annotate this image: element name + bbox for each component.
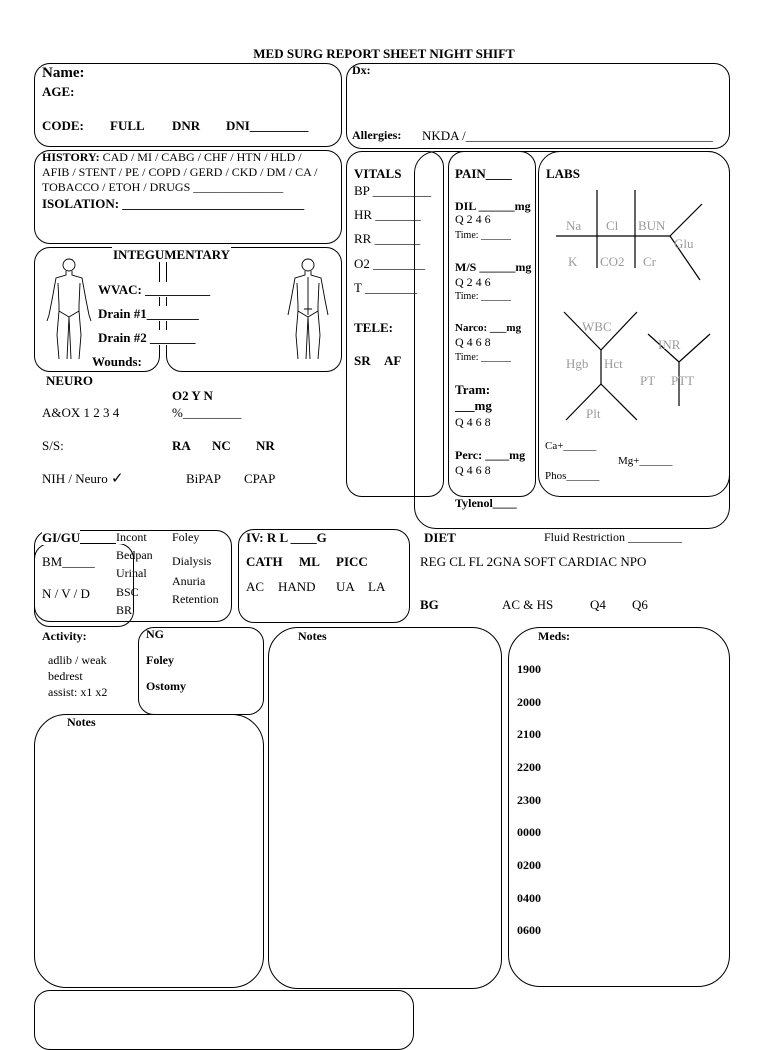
integumentary-label: INTEGUMENTARY (113, 247, 231, 262)
bg-label: BG (420, 597, 439, 612)
check-icon: ✓ (110, 471, 124, 487)
diet-label: DIET (424, 530, 456, 545)
gigu-label: GI/GU (42, 530, 81, 545)
neuro-label: NEURO (46, 373, 93, 388)
neuro-nih: NIH / Neuro (42, 471, 108, 486)
history-text-1: CAD / MI / CABG / CHF / HTN / HLD / (102, 150, 302, 164)
name-label: Name: (42, 65, 85, 81)
bg-achs: AC & HS (502, 597, 554, 612)
iv-picc: PICC (336, 554, 368, 569)
neuro-aox: A&OX 1 2 3 4 (42, 405, 120, 420)
iv-line1: IV: R L ____G (246, 530, 327, 545)
vital-bp: BP _________ (354, 183, 432, 198)
pain-narco-time: Time: ______ (455, 352, 512, 363)
activity-line2: bedrest (48, 669, 83, 683)
lab-cl: Cl (606, 218, 619, 233)
activity-label: Activity: (42, 629, 87, 643)
notes-middle-box (268, 627, 502, 989)
isolation-field: ISOLATION: ____________________________ (42, 196, 305, 211)
gigu-foley: Foley (172, 530, 200, 544)
ng-ostomy: Ostomy (146, 679, 186, 693)
lab-hgb: Hgb (566, 356, 589, 371)
o2-bipap: BiPAP (186, 471, 221, 486)
med-time-0200: 0200 (517, 858, 541, 872)
pain-dil-q: Q 2 4 6 (455, 212, 491, 226)
pain-dil-time: Time: ______ (455, 230, 512, 241)
o2-ra: RA (172, 438, 191, 453)
notes-left-box (34, 714, 264, 988)
drain1-field: Drain #1________ (98, 306, 199, 321)
activity-line1: adlib / weak (48, 653, 107, 667)
neuro-ss: S/S: (42, 438, 64, 453)
o2-percent: %_________ (172, 405, 242, 420)
gigu-bedpan: Bedpan (116, 548, 153, 562)
tele-label: TELE: (354, 320, 394, 335)
pain-narco-q: Q 4 6 8 (455, 335, 491, 349)
med-time-2000: 2000 (517, 695, 541, 709)
med-time-0400: 0400 (517, 891, 541, 905)
pain-perc: Perc: ____mg (455, 448, 526, 462)
gigu-bm: BM_____ (42, 554, 95, 569)
vital-hr: HR _______ (354, 207, 421, 222)
meds-label: Meds: (538, 629, 570, 643)
pain-tram-q: Q 4 6 8 (455, 415, 491, 429)
pain-dil: DIL ______mg (455, 199, 531, 213)
gigu-dialysis: Dialysis (172, 554, 212, 568)
pain-ms: M/S ______mg (455, 260, 532, 274)
iv-ac: AC (246, 579, 265, 594)
gigu-br: BR (116, 603, 133, 617)
gigu-urinal: Urinal (116, 566, 147, 580)
notes-left-label: Notes (67, 715, 96, 729)
o2-nc: NC (212, 438, 231, 453)
iv-la: LA (368, 579, 386, 594)
wvac-field: WVAC: __________ (98, 282, 211, 297)
allergies-value: NKDA /______________________________________ (422, 128, 713, 143)
med-time-1900: 1900 (517, 662, 541, 676)
o2-cpap: CPAP (244, 471, 276, 486)
code-label: CODE: (42, 118, 84, 133)
bottom-box (34, 990, 414, 1050)
med-time-2100: 2100 (517, 727, 541, 741)
tele-sr: SR (354, 353, 371, 368)
lab-ca: Ca+______ (545, 440, 597, 452)
lab-ptt: PTT (671, 373, 695, 388)
lab-mg: Mg+______ (618, 455, 673, 467)
vitals-label: VITALS (354, 166, 402, 181)
lab-cr: Cr (643, 254, 656, 269)
lab-phos: Phos______ (545, 470, 600, 482)
iv-cath: CATH (246, 554, 283, 569)
lab-wbc: WBC (582, 319, 612, 334)
ng-foley: Foley (146, 653, 174, 667)
med-time-2300: 2300 (517, 793, 541, 807)
activity-line3: assist: x1 x2 (48, 685, 108, 699)
vital-o2: O2 ________ (354, 256, 426, 271)
o2-nr: NR (256, 438, 275, 453)
med-time-0600: 0600 (517, 923, 541, 937)
age-label: AGE: (42, 84, 75, 99)
history-label: HISTORY: (42, 150, 100, 164)
gigu-anuria: Anuria (172, 574, 206, 588)
diet-options: REG CL FL 2GNA SOFT CARDIAC NPO (420, 554, 647, 569)
pain-ms-time: Time: ______ (455, 291, 512, 302)
meds-box (508, 627, 730, 987)
lab-glu: Glu (674, 236, 694, 251)
bg-q6: Q6 (632, 597, 648, 612)
pain-tram-mg: ___mg (455, 398, 492, 413)
lab-co2: CO2 (600, 254, 625, 269)
pain-tram: Tram: (455, 382, 491, 397)
code-dnr: DNR (172, 118, 201, 133)
iv-ml: ML (299, 554, 320, 569)
bg-q4: Q4 (590, 597, 606, 612)
lab-inr: INR (658, 337, 681, 352)
med-time-0000: 0000 (517, 825, 541, 839)
code-dni: DNI_________ (226, 118, 309, 133)
notes-middle-label: Notes (298, 629, 327, 643)
ng-label: NG (146, 627, 164, 641)
lab-k: K (568, 254, 578, 269)
gigu-incont: Incont (116, 530, 147, 544)
pain-ms-q: Q 2 4 6 (455, 275, 491, 289)
med-time-2200: 2200 (517, 760, 541, 774)
lab-hct: Hct (604, 356, 623, 371)
code-full: FULL (110, 118, 145, 133)
lab-bun: BUN (638, 218, 666, 233)
pain-label: PAIN____ (455, 166, 512, 181)
gigu-bsc: BSC (116, 585, 139, 599)
lab-plt: Plt (586, 406, 601, 421)
diet-fluid-restriction: Fluid Restriction _________ (544, 530, 682, 544)
lab-na: Na (566, 218, 582, 233)
allergies-label: Allergies: (352, 128, 402, 142)
labs-label: LABS (546, 166, 580, 181)
vital-rr: RR _______ (354, 231, 421, 246)
iv-hand: HAND (278, 579, 316, 594)
iv-ua: UA (336, 579, 355, 594)
wounds-field: Wounds: (92, 354, 142, 369)
pain-narco: Narco: ___mg (455, 322, 522, 334)
lab-pt: PT (640, 373, 656, 388)
neuro-nih-row (42, 471, 124, 487)
vital-t: T ________ (354, 280, 417, 295)
gigu-nvd: N / V / D (42, 586, 90, 601)
history-line2: AFIB / STENT / PE / COPD / GERD / CKD / DM / CA / (42, 165, 318, 179)
pain-tylenol: Tylenol____ (455, 496, 517, 510)
pain-perc-q: Q 4 6 8 (455, 463, 491, 477)
drain2-field: Drain #2 _______ (98, 330, 196, 345)
gigu-retention: Retention (172, 592, 219, 606)
tele-af: AF (384, 353, 402, 368)
history-line3: TOBACCO / ETOH / DRUGS _______________ (42, 180, 284, 194)
page-title: MED SURG REPORT SHEET NIGHT SHIFT (253, 46, 515, 61)
dx-label: Dx: (352, 63, 371, 77)
o2-label: O2 Y N (172, 388, 213, 403)
